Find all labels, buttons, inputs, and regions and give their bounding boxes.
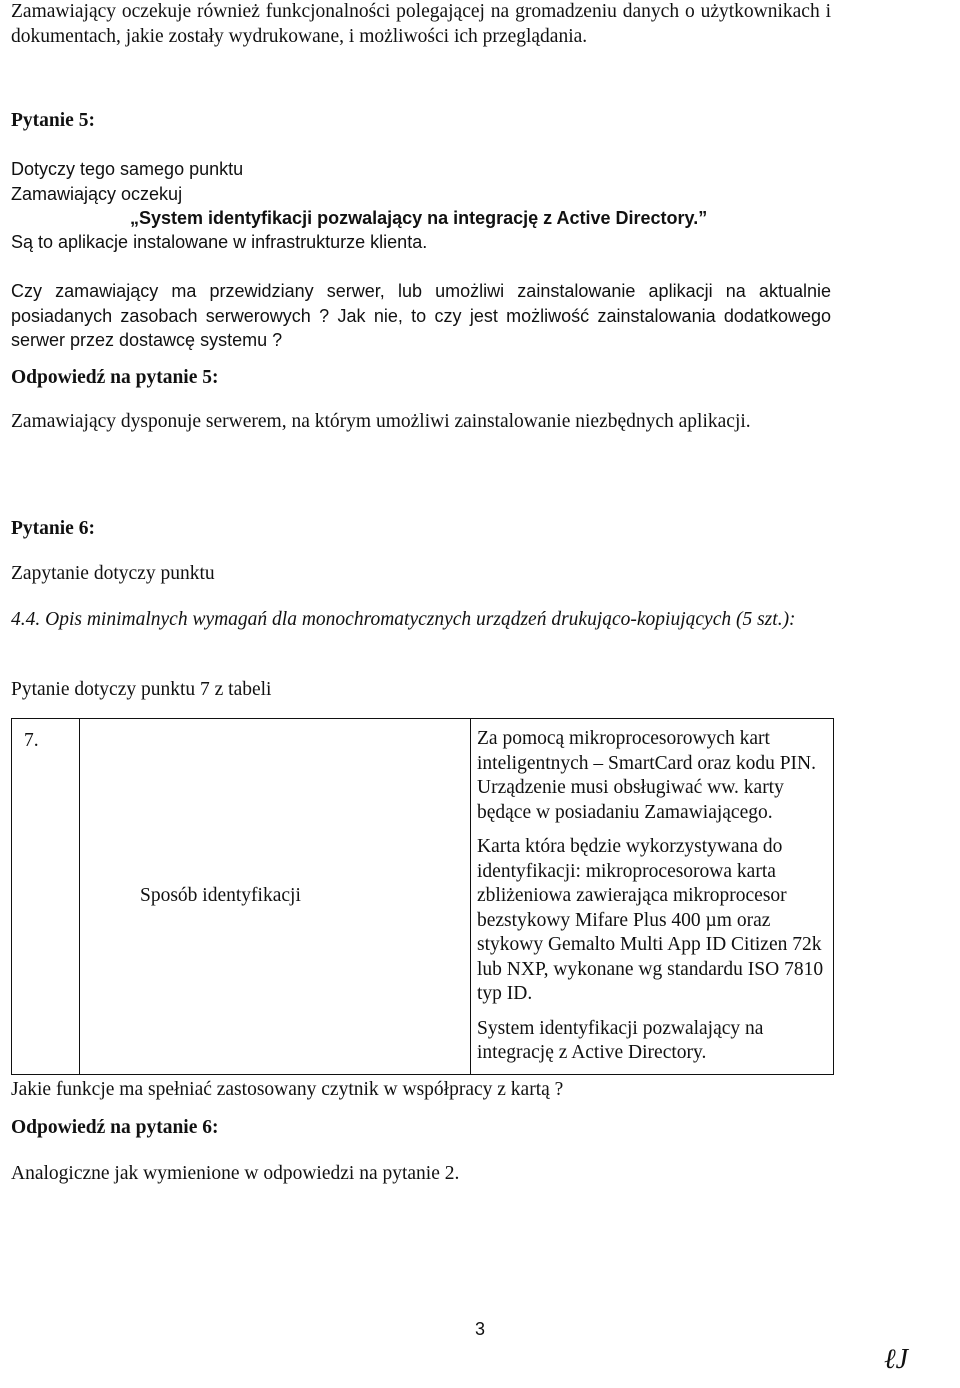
answer-5-heading: Odpowiedź na pytanie 5: [11, 367, 219, 388]
page-number: 3 [474, 1319, 485, 1339]
table-row [12, 719, 834, 1075]
description-paragraph-2: Karta która będzie wykorzystywana do identyfikacji: mikroprocesorowa karta zbliżeniowa zawierająca mikroprocesor bezstykowy Mifare Plus 400 µm oraz stykowy Gemalto Multi App ID Citizen 72k lub NXP, wykonane wg standardu ISO 7810 typ ID. [477, 836, 824, 1004]
row-number: 7. [12, 719, 80, 1075]
question-6-body: Jakie funkcje ma spełniać zastosowany czytnik w współpracy z kartą ? [11, 1079, 564, 1100]
row-label: Sposób identyfikacji [80, 719, 471, 1075]
question-6-line2: Pytanie dotyczy punktu 7 z tabeli [11, 679, 272, 700]
question-5-heading: Pytanie 5: [11, 110, 95, 131]
answer-6-body: Analogiczne jak wymienione w odpowiedzi na pytanie 2. [11, 1163, 460, 1184]
description-paragraph-1: Za pomocą mikroprocesorowych kart inteligentnych – SmartCard oraz kodu PIN. Urządzenie musi obsługiwać ww. karty będące w posiadaniu Zamawiającego. [477, 728, 817, 823]
question-6-heading: Pytanie 6: [11, 518, 95, 539]
question-6-reference: 4.4. Opis minimalnych wymagań dla monochromatycznych urządzeń drukująco-kopiujących (5 szt.): [11, 609, 796, 630]
intro-paragraph: Zamawiający oczekuje również funkcjonalności polegającej na gromadzeniu danych o użytkownikach i dokumentach, jakie zostały wydrukowane, i możliwości ich przeglądania. [11, 1, 831, 47]
question-5-line3: Są to aplikacje instalowane w infrastrukturze klienta. [11, 232, 428, 252]
answer-5-body: Zamawiający dysponuje serwerem, na którym umożliwi zainstalowanie niezbędnych aplikacji. [11, 411, 751, 432]
row-description [471, 719, 834, 1075]
handwritten-initials: ℓJ [884, 1344, 909, 1375]
question-5-line2: Zamawiający oczekuj [11, 184, 183, 204]
description-paragraph-3: System identyfikacji pozwalający na integrację z Active Directory. [477, 1017, 764, 1063]
question-5-line1: Dotyczy tego samego punktu [11, 159, 244, 179]
question-5-quote: „System identyfikacji pozwalający na integrację z Active Directory.” [130, 208, 708, 228]
question-5-body: Czy zamawiający ma przewidziany serwer, lub umożliwi zainstalowanie aplikacji na aktualnie posiadanych zasobach serwerowych ? Jak nie, to czy jest możliwość zainstalowania dodatkowego serwer przez dostawcę systemu ? [11, 281, 831, 350]
answer-6-heading: Odpowiedź na pytanie 6: [11, 1117, 219, 1138]
spec-table [11, 718, 834, 1075]
question-6-line1: Zapytanie dotyczy punktu [11, 563, 215, 584]
